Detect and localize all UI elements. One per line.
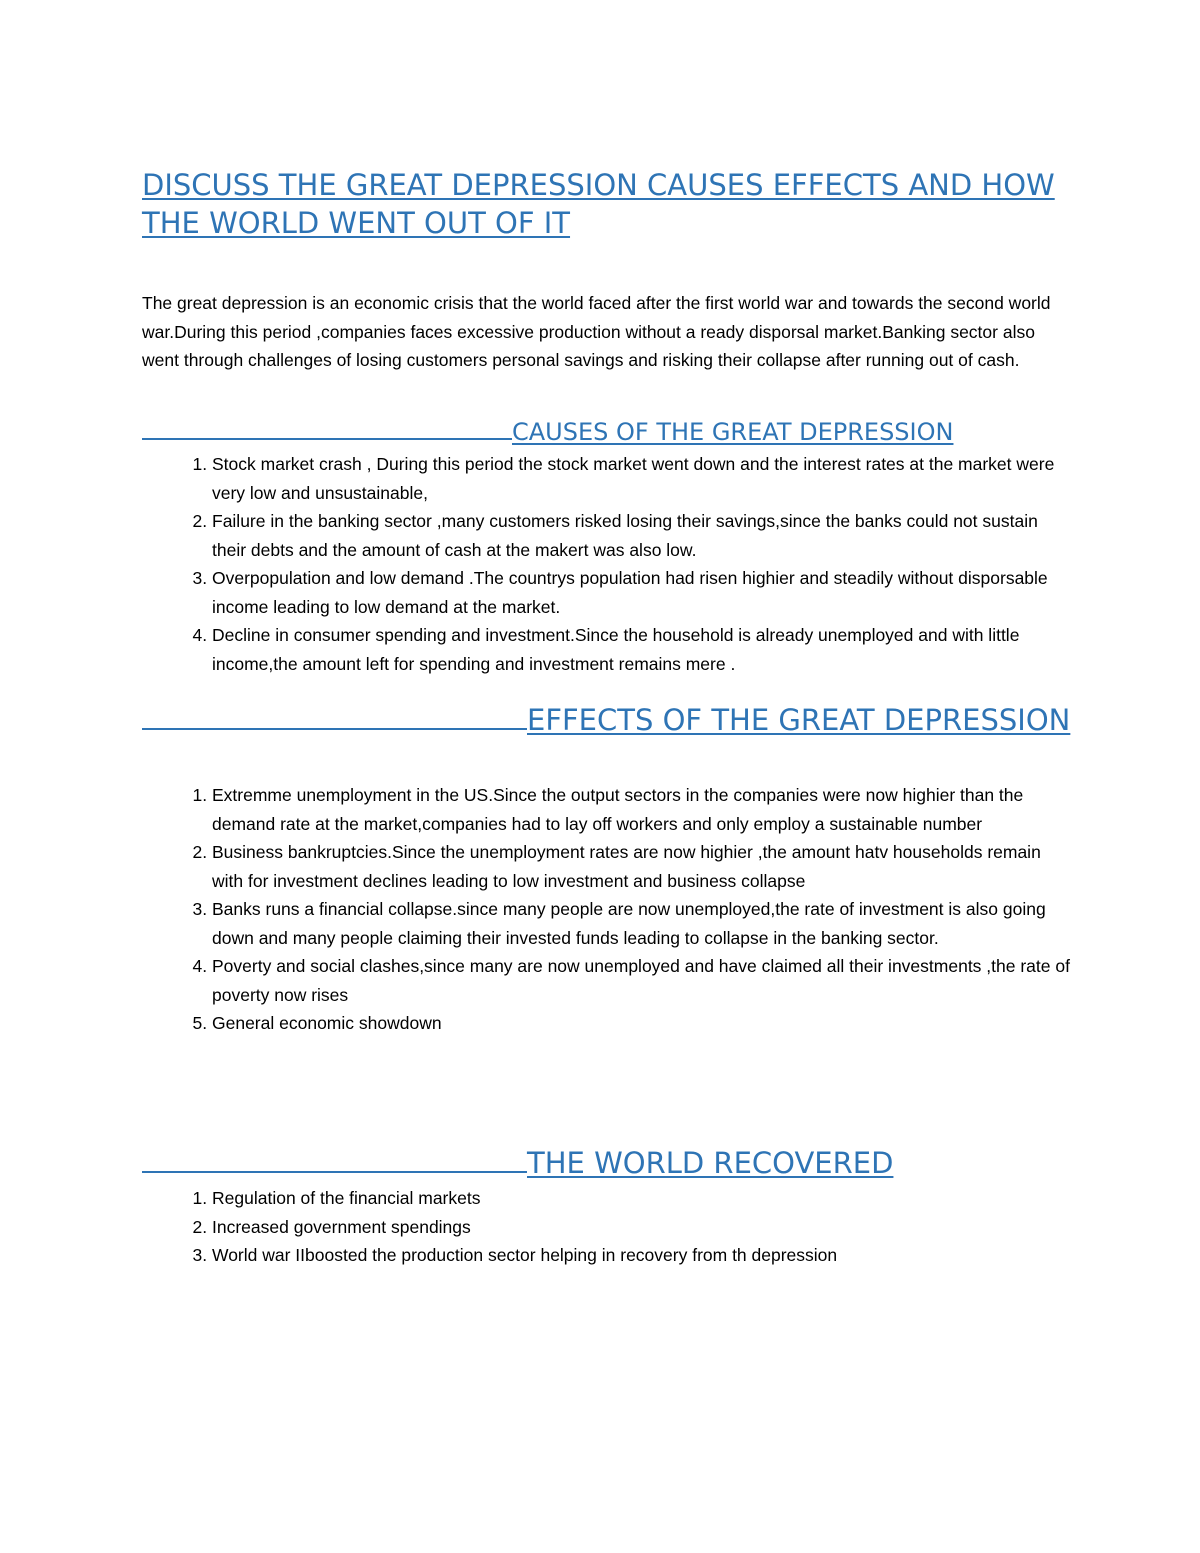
causes-heading	[142, 416, 953, 448]
list-item: 2. Increased government spendings	[212, 1213, 1072, 1242]
list-item: 1. Stock market crash , During this period the stock market went down and the interest rates at the market were very low and unsustainable,	[212, 450, 1072, 507]
list-item: 1. Extremme unemployment in the US.Since the output sectors in the companies were now highier than the demand rate at the market,companies had to lay off workers and only employ a sustainable number	[212, 781, 1072, 838]
list-item: 2. Failure in the banking sector ,many customers risked losing their savings,since the banks could not sustain their debts and the amount of cash at the makert was also low.	[212, 507, 1072, 564]
list-item: 3. Banks runs a financial collapse.since many people are now unemployed,the rate of investment is also going down and many people claiming their invested funds leading to collapse in the banking sector.	[212, 895, 1072, 952]
list-item: 5. General economic showdown	[212, 1009, 1072, 1038]
list-item: 4. Poverty and social clashes,since many are now unemployed and have claimed all their investments ,the rate of poverty now rises	[212, 952, 1072, 1009]
document-title: DISCUSS THE GREAT DEPRESSION CAUSES EFFECTS AND HOW THE WORLD WENT OUT OF IT	[142, 168, 1055, 240]
recovery-list	[142, 1184, 1072, 1270]
heading-underline-lead	[142, 1145, 527, 1173]
recovery-heading	[142, 1144, 893, 1182]
list-item: 4. Decline in consumer spending and investment.Since the household is already unemployed and with little income,the amount left for spending and investment remains mere .	[212, 621, 1072, 678]
list-item: 3. World war IIboosted the production sector helping in recovery from th depression	[212, 1241, 1072, 1270]
causes-list	[142, 450, 1072, 678]
recovery-heading-text: THE WORLD RECOVERED	[527, 1146, 894, 1180]
list-item: 3. Overpopulation and low demand .The countrys population had risen highier and steadily without disporsable income leading to low demand at the market.	[212, 564, 1072, 621]
effects-heading	[142, 701, 1072, 739]
intro-paragraph: The great depression is an economic crisis that the world faced after the first world war and towards the second world war.During this period ,companies faces excessive production without a ready disporsal market.Banking sector also went through challenges of losing customers personal savings and risking their collapse after running out of cash.	[142, 293, 1051, 370]
heading-underline-lead	[142, 702, 527, 730]
effects-heading-text: EFFECTS OF THE GREAT DEPRESSION	[527, 703, 1071, 737]
effects-list	[142, 781, 1072, 1038]
list-item: 2. Business bankruptcies.Since the unemployment rates are now highier ,the amount hatv households remain with for investment declines leading to low investment and business collapse	[212, 838, 1072, 895]
causes-heading-text: CAUSES OF THE GREAT DEPRESSION	[512, 418, 954, 446]
list-item: 1. Regulation of the financial markets	[212, 1184, 1072, 1213]
heading-underline-lead	[142, 416, 512, 440]
